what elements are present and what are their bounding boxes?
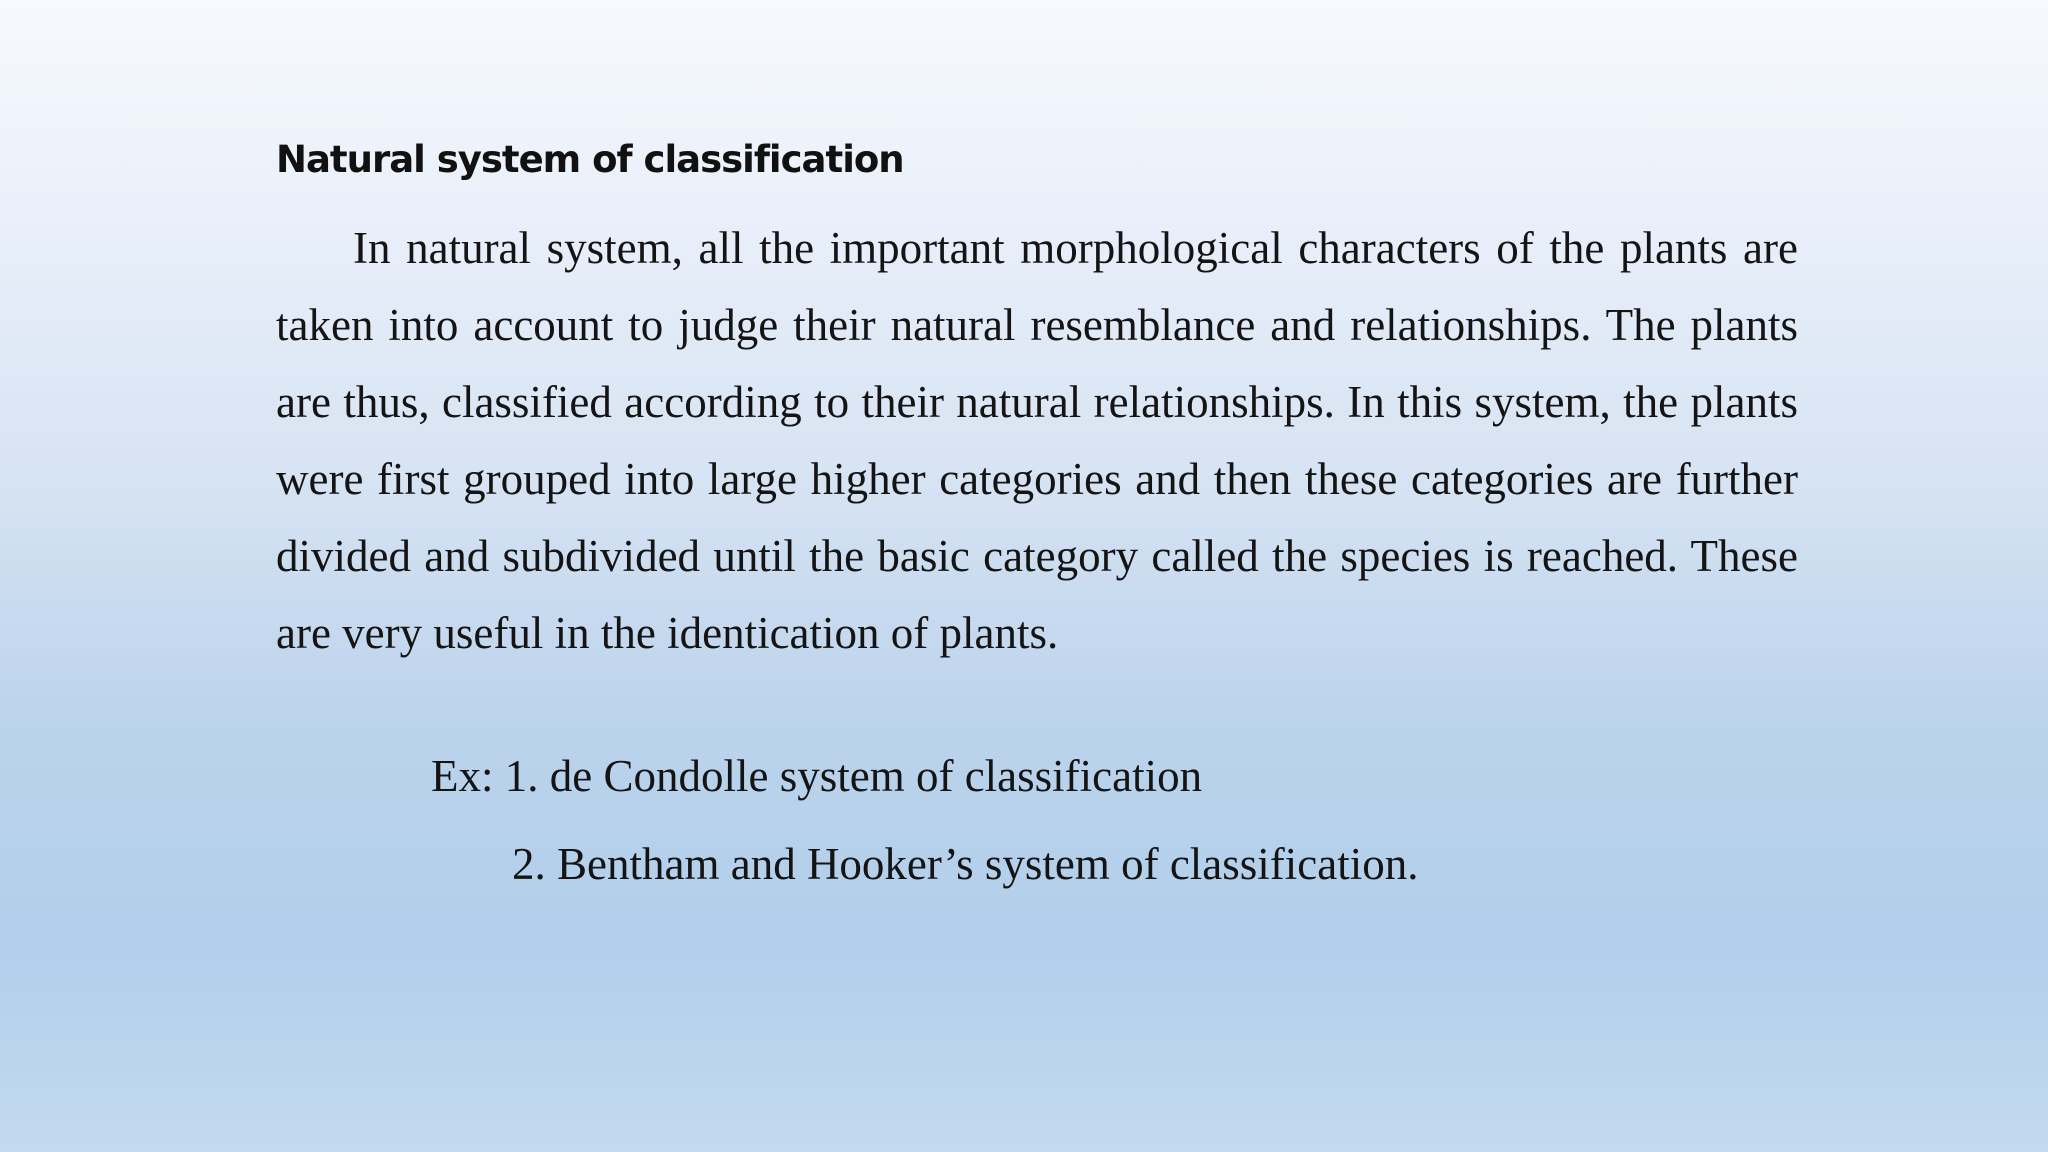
slide-heading: Natural system of classification [276, 138, 904, 181]
body-paragraph: In natural system, all the important morphological characters of the plants are taken into account to judge their natural resemblance and relationships. The plants are thus, classified according to their natural relationships. In this system, the plants were first grouped into large higher categories and then these categories are further divided and subdivided until the basic category called the species is reached. These are very useful in the identication of plants. [276, 223, 1798, 658]
example-item-2: 2. Bentham and Hooker’s system of classification. [512, 839, 1419, 889]
example-item-1: Ex: 1. de Condolle system of classification [431, 751, 1203, 801]
